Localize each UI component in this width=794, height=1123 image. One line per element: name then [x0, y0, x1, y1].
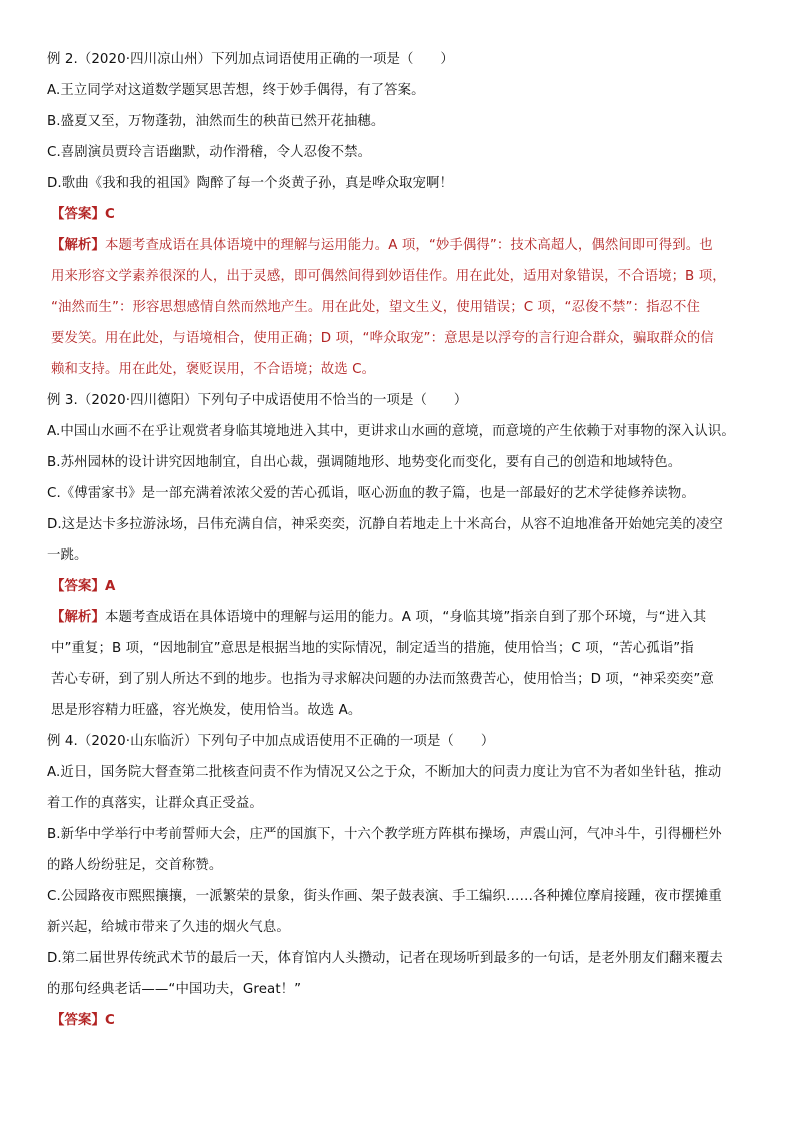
question-2-option-c: C.喜剧演员贾玲言语幽默，动作滑稽，令人忍俊不禁。: [47, 145, 372, 160]
option-line: A.中国山水画不在乎让观赏者身临其境地进入其中，更讲求山水画的意境，而意境的产生依赖于对事物的深入认识。: [47, 424, 735, 439]
question-2-answer: [47, 205, 753, 225]
answer-tag: 【答案】: [51, 207, 105, 222]
analysis-line: [51, 236, 753, 256]
question-4-option-d: [47, 949, 753, 1000]
option-line: 一跳。: [47, 548, 88, 563]
analysis-tag: 【解析】: [51, 610, 105, 625]
analysis-text: 本题考查成语在具体语境中的理解与运用能力。A 项，“妙手偶得”：技术高超人，偶然间即可得到。也: [104, 238, 713, 253]
option-line: B.新华中学举行中考前誓师大会，庄严的国旗下，十六个教学班方阵棋布操场，声震山河，气冲斗牛，引得栅栏外: [47, 827, 722, 842]
question-4-answer: [47, 1011, 753, 1031]
option-line: 的那句经典老话——“中国功夫，Great！”: [47, 982, 302, 997]
question-3-heading: 例 3.（2020·四川德阳）下列句子中成语使用不恰当的一项是（ ）: [47, 393, 468, 408]
analysis-line: 用来形容文学素养很深的人，出于灵感，即可偶然间得到妙语佳作。用在此处，适用对象错误，不合语境；B 项，: [51, 269, 726, 284]
question-2-heading: 例 2.（2020·四川凉山州）下列加点词语使用正确的一项是（ ）: [47, 52, 454, 67]
option-line: C.《傅雷家书》是一部充满着浓浓父爱的苦心孤诣，呕心沥血的教子篇，也是一部最好的艺术学徒修养读物。: [47, 486, 695, 501]
option-line: C.公园路夜市熙熙攘攘，一派繁荣的景象，街头作画、架子鼓表演、手工编织……各种摊位摩肩接踵，夜市摆摊重: [47, 889, 722, 904]
question-3-option-c: [47, 484, 753, 504]
question-3-analysis: [47, 608, 753, 721]
answer-value: C: [104, 207, 115, 222]
question-2-option-b: B.盛夏又至，万物蓬勃，油然而生的秧苗已然开花抽穗。: [47, 114, 385, 129]
answer-value: C: [104, 1013, 115, 1028]
option-line: 着工作的真落实，让群众真正受益。: [47, 796, 263, 811]
option-line: 的路人纷纷驻足，交首称赞。: [47, 858, 223, 873]
analysis-line: 苦心专研，到了别人所达不到的地步。也指为寻求解决问题的办法而煞费苦心，使用恰当；D 项，“神采奕奕”意: [51, 672, 714, 687]
analysis-line: 要发笑。用在此处，与语境相合，使用正确；D 项，“哗众取宠”：意思是以浮夸的言行迎合群众，骗取群众的信: [51, 331, 714, 346]
analysis-tag: 【解析】: [51, 238, 105, 253]
option-line: 新兴起，给城市带来了久违的烟火气息。: [47, 920, 290, 935]
question-3-option-b: [47, 453, 753, 473]
analysis-line: 思是形容精力旺盛，容光焕发，使用恰当。故选 A。: [51, 703, 362, 718]
question-4-heading: 例 4.（2020·山东临沂）下列句子中加点成语使用不正确的一项是（ ）: [47, 734, 495, 749]
answer-tag: 【答案】: [51, 1013, 105, 1028]
document-page: [47, 50, 753, 1042]
analysis-line: 中”重复；B 项，“因地制宜”意思是根据当地的实际情况，制定适当的措施，使用恰当；C 项，“苦心孤诣”指: [51, 641, 694, 656]
question-2-analysis: [47, 236, 753, 380]
option-line: D.这是达卡多拉游泳场，吕伟充满自信，神采奕奕，沉静自若地走上十米高台，从容不迫地准备开始她完美的凌空: [47, 517, 723, 532]
option-line: A.近日，国务院大督查第二批核查问责不作为情况又公之于众，不断加大的问责力度让为官不为者如坐针毡，推动: [47, 765, 722, 780]
question-2-option-d: D.歌曲《我和我的祖国》陶醉了每一个炎黄子孙，真是哗众取宠啊！: [47, 176, 453, 191]
question-4-option-c: [47, 887, 753, 938]
question-3-option-a: [47, 422, 753, 442]
analysis-line: [51, 608, 753, 628]
analysis-line: 赖和支持。用在此处，褒贬误用，不合语境；故选 C。: [51, 362, 376, 377]
question-4-option-b: [47, 825, 753, 876]
answer-value: A: [104, 579, 116, 594]
question-4-option-a: [47, 763, 753, 814]
option-line: B.苏州园林的设计讲究因地制宜，自出心裁，强调随地形、地势变化而变化，要有自己的创造和地域特色。: [47, 455, 682, 470]
answer-tag: 【答案】: [51, 579, 105, 594]
analysis-text: 本题考查成语在具体语境中的理解与运用的能力。A 项，“身临其境”指亲自到了那个环境，与“进入其: [104, 610, 707, 625]
question-2-option-a: A.王立同学对这道数学题冥思苦想，终于妙手偶得，有了答案。: [47, 83, 425, 98]
question-3-answer: [47, 577, 753, 597]
question-3-option-d: [47, 515, 753, 566]
option-line: D.第二届世界传统武术节的最后一天，体育馆内人头攒动，记者在现场听到最多的一句话，是老外朋友们翻来覆去: [47, 951, 723, 966]
analysis-line: “油然而生”：形容思想感情自然而然地产生。用在此处，望文生义，使用错误；C 项，“忍俊不禁”：指忍不住: [51, 300, 701, 315]
